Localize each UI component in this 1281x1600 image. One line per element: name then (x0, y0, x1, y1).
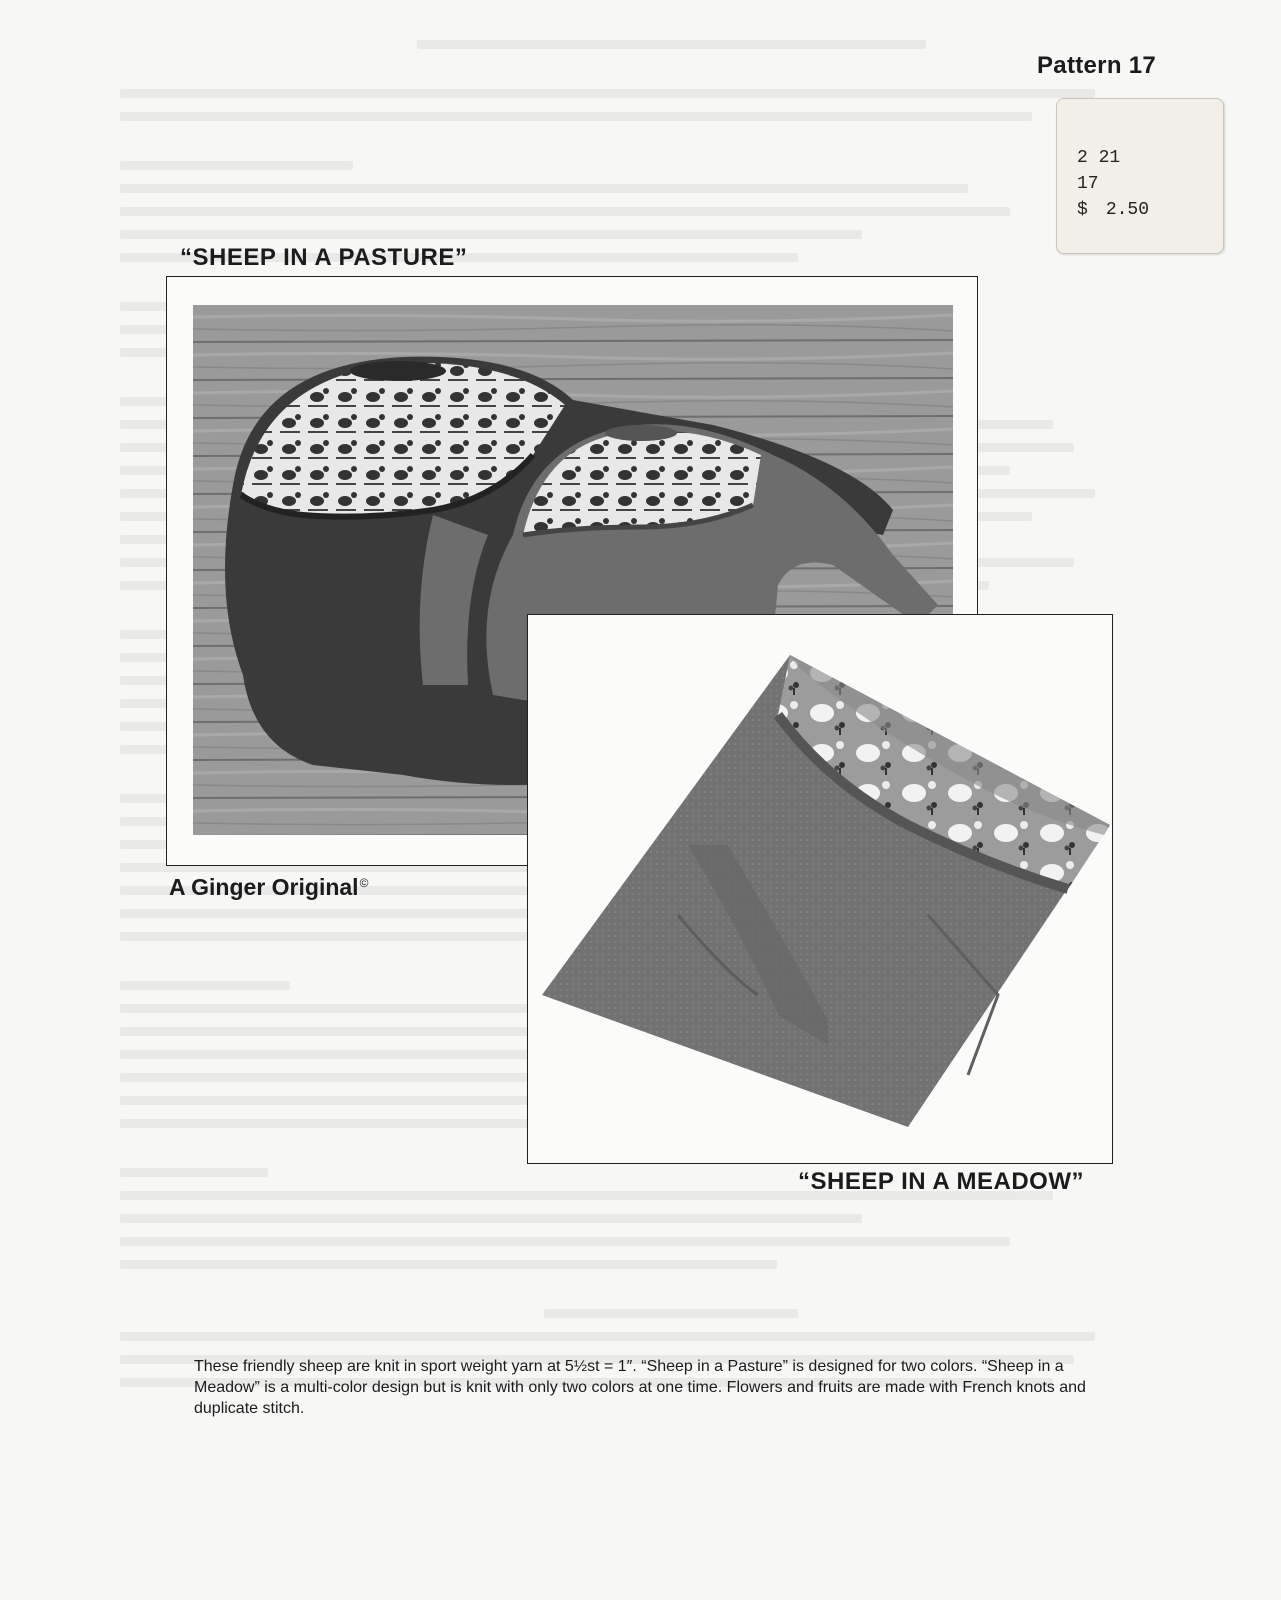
pasture-title: “SHEEP IN A PASTURE” (180, 244, 468, 271)
designer-credit-text: A Ginger Original (169, 874, 359, 900)
price-value: 2.50 (1105, 200, 1150, 220)
currency-symbol: $ (1077, 200, 1088, 220)
copyright-symbol: © (359, 876, 369, 890)
price-pattern-line: 17 (1077, 174, 1099, 194)
pattern-description: These friendly sheep are knit in sport weight yarn at 5½st = 1″. “Sheep in a Pasture” is designed for two colors. “Sheep in a Meadow” is a multi-color design but is knit with only two colors at one time. Flowers and fruits are made with French knots and duplicate stitch. (194, 1358, 1086, 1417)
pattern-number: Pattern 17 (1037, 52, 1157, 79)
price-sticker (1056, 98, 1224, 254)
meadow-photo-illustration (528, 615, 1114, 1165)
meadow-sweater-photo (528, 615, 1114, 1165)
meadow-title: “SHEEP IN A MEADOW” (798, 1168, 1084, 1195)
meadow-photo-frame (527, 614, 1113, 1164)
price-line (1077, 197, 1223, 223)
price-code-line: 2 21 (1077, 148, 1121, 168)
designer-credit (169, 874, 368, 901)
